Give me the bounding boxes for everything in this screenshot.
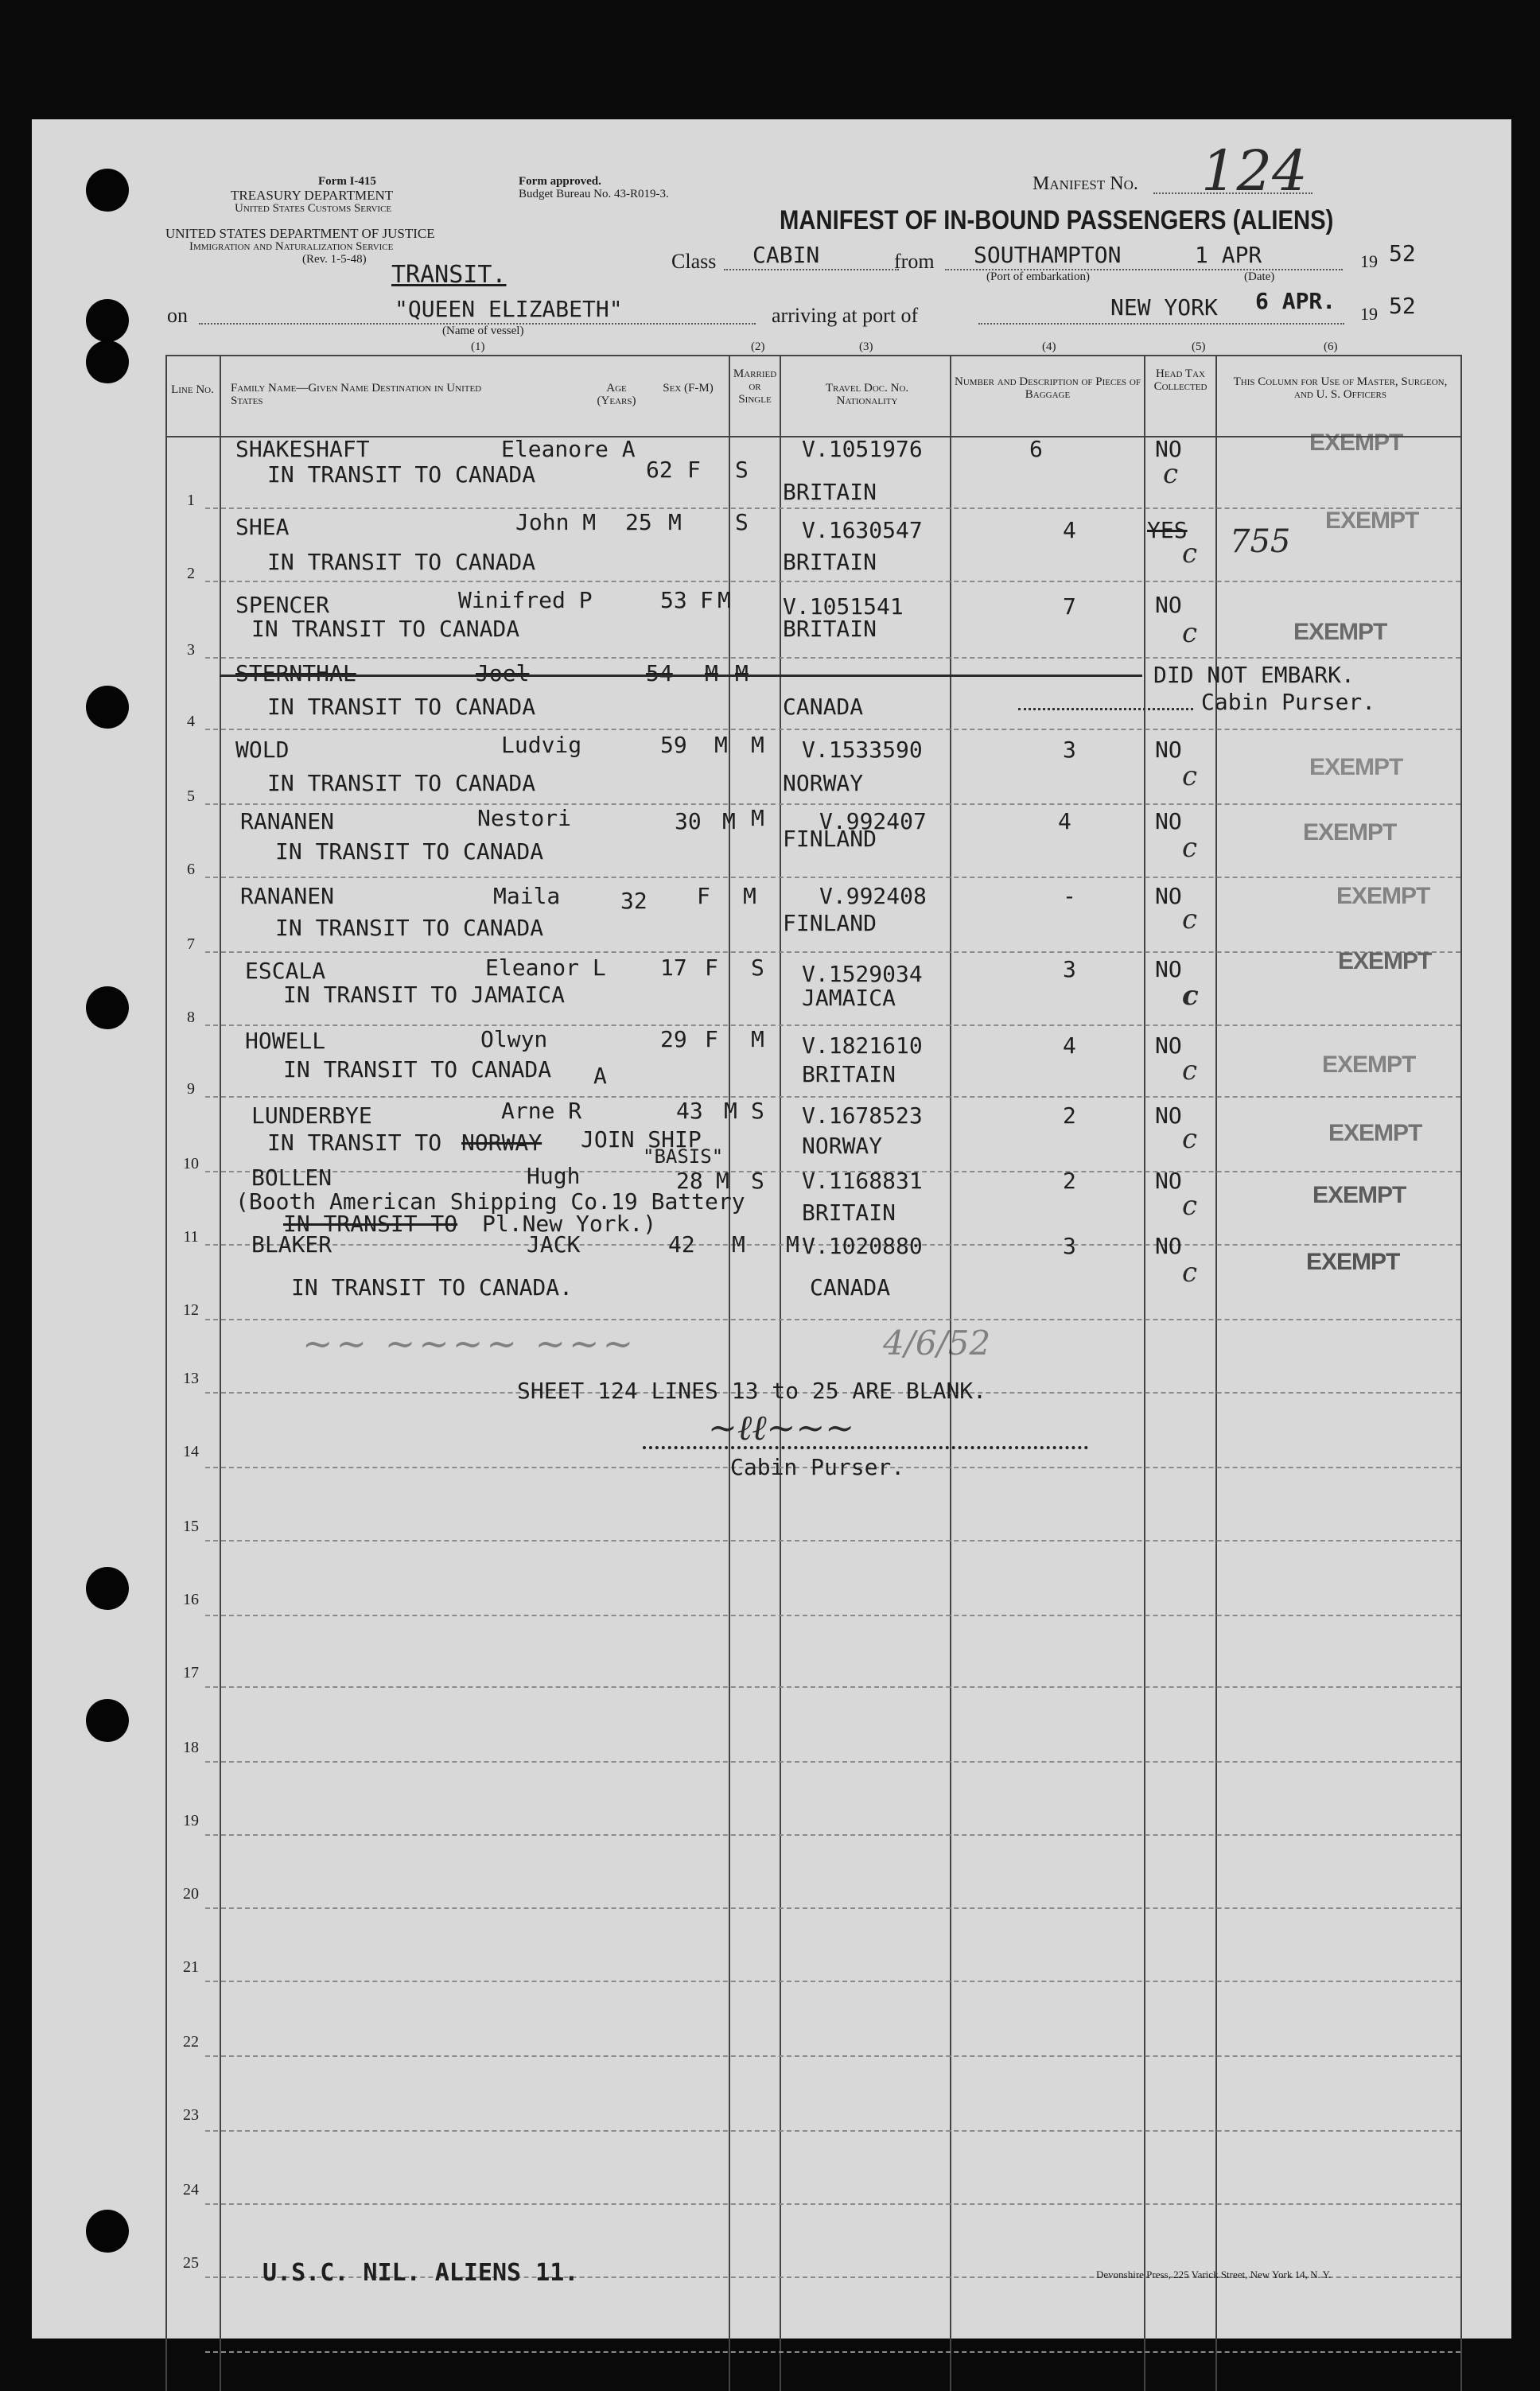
line-number: 18 <box>183 1739 199 1756</box>
travel-doc: V.1051976 <box>802 436 923 462</box>
sex: M <box>716 1168 729 1194</box>
nationality: NORWAY <box>802 1133 883 1159</box>
family-name: SHAKESHAFT <box>235 436 370 462</box>
line-number: 23 <box>183 2106 199 2124</box>
row-rule <box>205 2055 1460 2057</box>
age: 54 <box>646 660 673 686</box>
sex: F <box>700 587 714 613</box>
col-border-tax <box>1144 355 1145 2391</box>
nationality: BRITAIN <box>783 616 877 642</box>
year-prefix-2: 19 <box>1360 304 1378 324</box>
line-number: 22 <box>183 2033 199 2051</box>
baggage: 4 <box>1063 1032 1076 1059</box>
line-number: 2 <box>187 565 195 582</box>
manifest-number: 124 <box>1201 138 1308 204</box>
exempt-stamp: EXEMPT <box>1312 1182 1406 1208</box>
manifest-sheet <box>32 119 1511 2339</box>
sex: M <box>714 732 728 758</box>
nationality: BRITAIN <box>783 479 877 505</box>
signature-date: 4/6/52 <box>883 1324 991 1363</box>
col-header-sex: Sex (F-M) <box>663 382 714 395</box>
travel-doc: V.1168831 <box>802 1168 923 1194</box>
line-number: 13 <box>183 1370 199 1387</box>
binder-hole <box>86 1699 129 1742</box>
arrival-date: 6 APR. <box>1255 288 1336 314</box>
cabin-purser: Cabin Purser. <box>730 1454 905 1480</box>
col-header-age: Age (Years) <box>597 382 636 407</box>
table-top-rule <box>165 355 1462 356</box>
age: 59 <box>660 732 687 758</box>
destination: IN TRANSIT TO CANADA <box>267 694 536 720</box>
row-rule <box>205 951 1460 953</box>
officer-signature: ~~ ~~~~ ~~~ <box>302 1322 637 1365</box>
family-name: LUNDERBYE <box>251 1102 372 1129</box>
col-border-officers <box>1215 355 1217 2391</box>
head-tax: DID NOT EMBARK. <box>1153 662 1355 688</box>
printer-imprint: Devonshire Press, 225 Varick Street, New York 14, N. Y. <box>1096 2269 1332 2280</box>
budget-bureau: Budget Bureau No. 43-R019-3. <box>519 188 669 200</box>
head-tax: YES <box>1147 517 1188 543</box>
arrival-rule <box>978 323 1344 325</box>
marital-status: M <box>751 732 764 758</box>
age: 17 <box>660 954 687 981</box>
nationality: NORWAY <box>783 770 864 796</box>
marital-status: M <box>751 1026 764 1052</box>
line-number: 17 <box>183 1664 199 1681</box>
nationality: CANADA <box>810 1274 891 1300</box>
marital-status: S <box>751 1098 764 1124</box>
head-tax: NO <box>1155 737 1182 763</box>
baggage: 2 <box>1063 1168 1076 1194</box>
line-number: 8 <box>187 1009 195 1026</box>
sex: F <box>705 954 718 981</box>
family-name: RANANEN <box>240 883 335 909</box>
footer-aliens-count: U.S.C. NIL. ALIENS 11. <box>262 2259 579 2287</box>
exempt-stamp: EXEMPT <box>1338 948 1432 974</box>
family-name: SPENCER <box>235 592 330 618</box>
destination: (Booth American Shipping Co.19 Battery <box>235 1188 745 1215</box>
purser-note: Cabin Purser. <box>1201 689 1376 715</box>
family-name: ESCALA <box>245 958 326 984</box>
arriving-label: arriving at port of <box>772 304 919 327</box>
col-border-right <box>1460 355 1462 2391</box>
blank-lines-note: SHEET 124 LINES 13 to 25 ARE BLANK. <box>517 1378 987 1404</box>
embark-port: SOUTHAMPTON <box>974 242 1122 268</box>
baggage: 7 <box>1063 593 1076 620</box>
col-num-3: (3) <box>859 340 873 353</box>
col-header-officers: This Column for Use of Master, Surgeon, and U. S. Officers <box>1233 375 1448 401</box>
row-rule <box>205 1024 1460 1026</box>
given-name: John M <box>515 509 597 535</box>
exempt-stamp: EXEMPT <box>1336 883 1430 909</box>
tax-mark: c <box>1163 458 1179 490</box>
nationality: FINLAND <box>783 910 877 936</box>
vessel-name: "QUEEN ELIZABETH" <box>395 296 623 322</box>
baggage: 4 <box>1063 517 1076 543</box>
struck-destination: IN TRANSIT TO <box>283 1211 458 1237</box>
age: 32 <box>620 888 648 914</box>
given-name: Winifred P <box>458 587 593 613</box>
row-rule <box>205 2203 1460 2205</box>
department: TREASURY DEPARTMENT <box>231 188 394 203</box>
binder-hole <box>86 986 129 1029</box>
marital-status: S <box>751 1168 764 1194</box>
row-rule <box>205 581 1460 582</box>
head-tax: NO <box>1155 592 1182 618</box>
line-number: 5 <box>187 787 195 805</box>
exempt-stamp: EXEMPT <box>1309 430 1403 456</box>
destination: IN TRANSIT TO CANADA <box>275 838 544 865</box>
row-rule <box>205 803 1460 805</box>
line-number: 10 <box>183 1155 199 1172</box>
age: 25 <box>625 509 652 535</box>
exempt-stamp: EXEMPT <box>1293 619 1387 645</box>
row-rule <box>205 1319 1460 1320</box>
travel-doc: V.1821610 <box>802 1032 923 1059</box>
destination: IN TRANSIT TO CANADA <box>267 549 536 575</box>
port-caption: (Port of embarkation) <box>986 270 1090 283</box>
from-label: from <box>894 250 935 273</box>
col-border-left <box>165 355 167 2391</box>
row-rule <box>205 1540 1460 1542</box>
col-num-4: (4) <box>1042 340 1056 353</box>
destination: IN TRANSIT TO <box>267 1129 442 1156</box>
form-number: Form I-415 <box>318 175 376 188</box>
destination: IN TRANSIT TO CANADA <box>267 461 536 488</box>
exempt-stamp: EXEMPT <box>1303 819 1397 846</box>
line-number: 9 <box>187 1080 195 1098</box>
row-rule <box>205 2351 1460 2353</box>
col-border-bag <box>950 355 951 2391</box>
sex: F <box>687 457 701 483</box>
marital-status: S <box>735 509 749 535</box>
marital-status: M <box>743 883 756 909</box>
embark-date: 1 APR <box>1195 242 1262 268</box>
sex: F <box>705 1026 718 1052</box>
destination-suffix: A <box>593 1063 607 1089</box>
destination-line-2: Pl.New York.) <box>482 1211 657 1237</box>
exempt-stamp: EXEMPT <box>1306 1249 1400 1275</box>
tax-mark: c <box>1182 617 1198 649</box>
marital-status: S <box>751 954 764 981</box>
baggage: - <box>1063 883 1076 909</box>
form-approved: Form approved. <box>519 175 601 188</box>
travel-doc: V.1529034 <box>802 961 923 987</box>
arrival-year: 52 <box>1389 293 1416 319</box>
exempt-stamp: EXEMPT <box>1325 507 1419 534</box>
destination: IN TRANSIT TO CANADA <box>275 915 544 941</box>
destination: IN TRANSIT TO JAMAICA <box>283 982 566 1008</box>
col-num-1: (1) <box>471 340 485 353</box>
col-header-line: Line No. <box>171 383 214 396</box>
line-number: 3 <box>187 641 195 659</box>
class-value: CABIN <box>752 242 820 268</box>
join-ship-note: JOIN SHIP <box>581 1126 702 1153</box>
row-rule <box>205 507 1460 509</box>
line-number: 24 <box>183 2181 199 2199</box>
marital-status: M <box>786 1231 799 1258</box>
class-rule <box>724 269 899 270</box>
strike-line <box>220 675 1142 677</box>
destination: IN TRANSIT TO CANADA <box>283 1056 552 1083</box>
baggage: 4 <box>1058 808 1071 834</box>
nationality: FINLAND <box>783 826 877 852</box>
destination: IN TRANSIT TO CANADA. <box>291 1274 574 1300</box>
head-tax: NO <box>1155 883 1182 909</box>
nationality: BRITAIN <box>783 549 877 575</box>
travel-doc: V.1533590 <box>802 737 923 763</box>
given-name: Hugh <box>527 1163 581 1189</box>
line-number: 20 <box>183 1885 199 1903</box>
nationality: CANADA <box>783 694 864 720</box>
on-label: on <box>167 304 188 327</box>
line-number: 15 <box>183 1518 199 1535</box>
travel-doc: V.992408 <box>819 883 927 909</box>
line-number: 11 <box>183 1228 199 1246</box>
age: 42 <box>668 1231 695 1258</box>
col-border-name <box>220 355 221 2391</box>
given-name: Eleanore A <box>501 436 636 462</box>
col-num-6: (6) <box>1324 340 1338 353</box>
arrival-port: NEW YORK <box>1110 294 1218 321</box>
row-rule <box>205 1834 1460 1836</box>
col-num-5: (5) <box>1192 340 1206 353</box>
given-name: Eleanor L <box>485 954 606 981</box>
exempt-stamp: EXEMPT <box>1322 1052 1416 1078</box>
head-tax: NO <box>1155 1168 1182 1194</box>
line-number: 21 <box>183 1958 199 1976</box>
binder-hole <box>86 169 129 212</box>
given-name: Ludvig <box>501 732 582 758</box>
travel-doc: V.1678523 <box>802 1102 923 1129</box>
baggage: 6 <box>1029 436 1043 462</box>
tax-mark: c <box>1182 760 1198 792</box>
destination: IN TRANSIT TO CANADA <box>251 616 520 642</box>
head-tax: NO <box>1155 1032 1182 1059</box>
line-number: 14 <box>183 1443 199 1460</box>
travel-doc: V.1630547 <box>802 517 923 543</box>
family-name: BLAKER <box>251 1231 332 1258</box>
travel-doc: V.992407 <box>819 808 927 834</box>
line-number: 12 <box>183 1301 199 1319</box>
given-name: Nestori <box>477 805 572 831</box>
given-name: Arne R <box>501 1098 582 1124</box>
line-number: 16 <box>183 1591 199 1608</box>
transit-label: TRANSIT. <box>391 261 507 289</box>
given-name: Joel <box>476 660 530 686</box>
service: United States Customs Service <box>235 202 392 215</box>
sex: F <box>697 883 710 909</box>
purser-signature: ~ℓℓ~~~ <box>708 1408 855 1448</box>
col-header-travel: Travel Doc. No. Nationality <box>825 382 909 407</box>
tax-mark: c <box>1182 832 1198 864</box>
baggage: 3 <box>1063 737 1076 763</box>
tax-mark: c <box>1182 1190 1198 1222</box>
binder-hole <box>86 686 129 729</box>
date-caption: (Date) <box>1244 270 1275 283</box>
manifest-label: Manifest No. <box>1032 173 1138 194</box>
row-rule <box>205 1096 1460 1098</box>
destination: IN TRANSIT TO CANADA <box>267 770 536 796</box>
line-number: 6 <box>187 861 195 878</box>
nationality: JAMAICA <box>802 985 896 1011</box>
sex: M <box>724 1098 737 1124</box>
row-rule <box>205 2130 1460 2132</box>
family-name: HOWELL <box>245 1028 326 1054</box>
family-name: WOLD <box>235 737 290 763</box>
head-tax: NO <box>1155 956 1182 982</box>
sex: M <box>722 808 736 834</box>
tax-mark: c <box>1182 980 1199 1012</box>
age: 62 <box>646 457 673 483</box>
marital-status: M <box>751 805 764 831</box>
age: 30 <box>675 808 702 834</box>
line-number: 4 <box>187 713 195 730</box>
row-rule <box>205 1981 1460 1982</box>
ship-basis: "BASIS" <box>643 1145 724 1168</box>
vessel-caption: (Name of vessel) <box>442 325 524 337</box>
age: 28 <box>676 1168 703 1194</box>
head-tax: NO <box>1155 808 1182 834</box>
binder-hole <box>86 2210 129 2253</box>
baggage: 3 <box>1063 956 1076 982</box>
given-name: Maila <box>493 883 561 909</box>
line-number: 25 <box>183 2254 199 2272</box>
age: 53 <box>660 587 687 613</box>
binder-hole <box>86 340 129 383</box>
row-rule <box>205 657 1460 659</box>
signature-dots <box>1018 708 1193 710</box>
sex: M <box>705 660 718 686</box>
row-rule <box>205 729 1460 730</box>
marital-status: M <box>718 587 731 613</box>
tax-mark: c <box>1182 1055 1198 1087</box>
revision: (Rev. 1-5-48) <box>302 253 367 266</box>
struck-destination: NORWAY <box>461 1129 542 1156</box>
row-rule <box>205 1686 1460 1688</box>
manifest-title: MANIFEST OF IN-BOUND PASSENGERS (ALIENS) <box>780 205 1334 235</box>
given-name: Olwyn <box>480 1026 548 1052</box>
head-tax: NO <box>1155 1102 1182 1129</box>
row-rule <box>205 1761 1460 1763</box>
col-num-2: (2) <box>751 340 765 353</box>
embark-year: 52 <box>1389 240 1416 266</box>
age: 29 <box>660 1026 687 1052</box>
baggage: 3 <box>1063 1233 1076 1259</box>
sex: M <box>732 1231 745 1258</box>
nationality: BRITAIN <box>802 1061 896 1087</box>
family-name: SHEA <box>235 514 290 540</box>
age: 43 <box>676 1098 703 1124</box>
binder-hole <box>86 299 129 342</box>
line-number: 19 <box>183 1812 199 1829</box>
col-header-married: Married or Single <box>733 367 777 406</box>
head-tax: NO <box>1155 436 1182 462</box>
ins: Immigration and Naturalization Service <box>189 240 394 253</box>
family-name: RANANEN <box>240 808 335 834</box>
col-header-name: Family Name—Given Name Destination in United States <box>231 382 482 407</box>
tax-mark: c <box>1182 1257 1198 1289</box>
tax-mark: c <box>1182 1123 1198 1155</box>
handwritten-note: 755 <box>1230 523 1291 560</box>
exempt-stamp: EXEMPT <box>1309 754 1403 780</box>
row-rule <box>205 877 1460 878</box>
tax-mark: c <box>1182 904 1198 935</box>
head-tax: NO <box>1155 1233 1182 1259</box>
travel-doc: V.1051541 <box>783 593 904 620</box>
given-name: JACK <box>527 1231 581 1258</box>
row-rule <box>205 1615 1460 1616</box>
tax-mark: c <box>1182 538 1198 570</box>
binder-hole <box>86 1567 129 1610</box>
travel-doc: V.1020880 <box>802 1233 923 1259</box>
year-prefix-1: 19 <box>1360 251 1378 271</box>
marital-status: M <box>735 660 749 686</box>
line-number: 7 <box>187 935 195 953</box>
family-name: BOLLEN <box>251 1164 332 1191</box>
sex: M <box>668 509 682 535</box>
col-header-baggage: Number and Description of Pieces of Baggage <box>955 375 1141 401</box>
justice: UNITED STATES DEPARTMENT OF JUSTICE <box>165 226 435 241</box>
col-border-ms <box>729 355 730 2391</box>
row-rule <box>205 1907 1460 1909</box>
exempt-stamp: EXEMPT <box>1328 1120 1422 1146</box>
col-border-doc <box>780 355 781 2391</box>
col-header-headtax: Head Tax Collected <box>1153 367 1208 393</box>
baggage: 2 <box>1063 1102 1076 1129</box>
nationality: BRITAIN <box>802 1199 896 1226</box>
marital-status: S <box>735 457 749 483</box>
family-name: STERNTHAL <box>235 660 356 686</box>
line-number: 1 <box>187 492 195 509</box>
class-label: Class <box>671 250 717 273</box>
